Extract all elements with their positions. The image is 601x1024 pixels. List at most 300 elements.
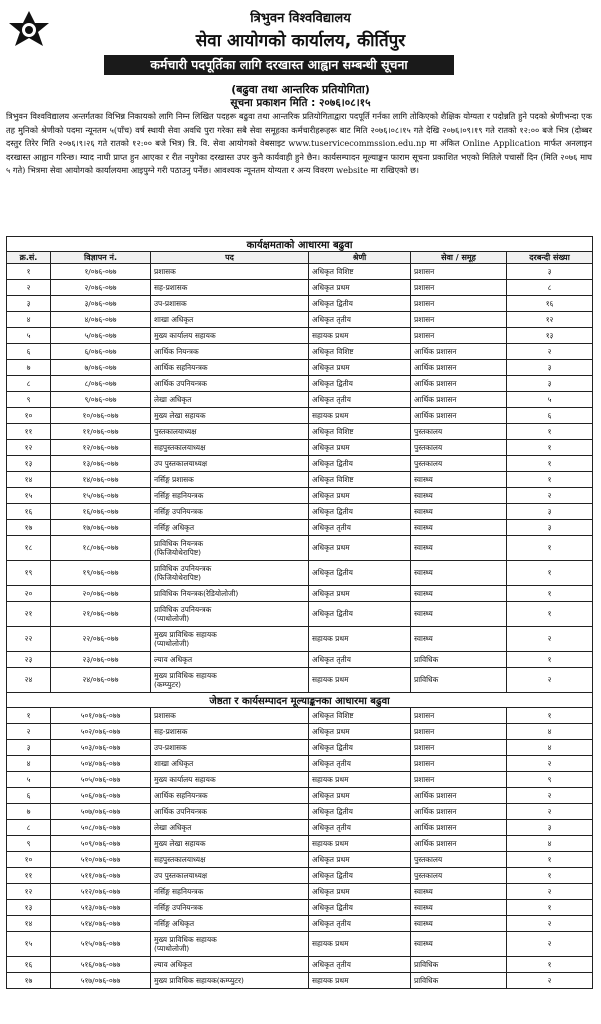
- ad-number-cell: २०/०७६-०७७: [51, 586, 151, 602]
- table-row: [7, 724, 593, 740]
- ad-number-cell: २१/०७६-०७७: [51, 602, 151, 627]
- vacancy-count-cell: १: [507, 957, 593, 973]
- vacancy-count-cell: ३: [507, 360, 593, 376]
- table-row: [7, 376, 593, 392]
- post-cell: मुख्य लेखा सहायक: [151, 836, 309, 852]
- ad-number-cell: ५१५/०७६-०७७: [51, 932, 151, 957]
- ad-number-cell: ५११/०७६-०७७: [51, 868, 151, 884]
- level-cell: अधिकृत विशिष्ट: [309, 708, 411, 724]
- post-cell: सह-प्रशासक: [151, 280, 309, 296]
- table-row: [7, 440, 593, 456]
- vacancy-count-cell: ४: [507, 724, 593, 740]
- level-cell: अधिकृत प्रथम: [309, 536, 411, 561]
- serial-cell: १५: [7, 488, 51, 504]
- table-row: [7, 602, 593, 627]
- service-group-cell: स्वास्थ्य: [411, 520, 507, 536]
- ad-number-cell: ५/०७६-०७७: [51, 328, 151, 344]
- table-row: [7, 772, 593, 788]
- service-group-cell: स्वास्थ्य: [411, 627, 507, 652]
- ad-number-cell: ९/०७६-०७७: [51, 392, 151, 408]
- table-row: [7, 456, 593, 472]
- level-cell: अधिकृत विशिष्ट: [309, 472, 411, 488]
- vacancy-count-cell: १२: [507, 312, 593, 328]
- serial-cell: ६: [7, 788, 51, 804]
- post-cell: सहपुस्तकालयाध्यक्ष: [151, 440, 309, 456]
- vacancy-count-cell: २: [507, 756, 593, 772]
- table-row: [7, 627, 593, 652]
- serial-cell: २०: [7, 586, 51, 602]
- service-group-cell: प्रशासन: [411, 264, 507, 280]
- post-cell: लेखा अधिकृत: [151, 820, 309, 836]
- post-cell: नर्सिङ्ग उपनियन्त्रक: [151, 900, 309, 916]
- post-cell: नर्सिङ्ग प्रशासक: [151, 472, 309, 488]
- vacancy-count-cell: ३: [507, 504, 593, 520]
- section-heading: [7, 237, 593, 252]
- serial-cell: ३: [7, 740, 51, 756]
- serial-cell: १३: [7, 456, 51, 472]
- serial-cell: १: [7, 264, 51, 280]
- ad-number-cell: १३/०७६-०७७: [51, 456, 151, 472]
- level-cell: सहायक प्रथम: [309, 932, 411, 957]
- post-cell: आर्थिक उपनियन्त्रक: [151, 804, 309, 820]
- table-row: [7, 973, 593, 989]
- post-cell: नर्सिङ्ग सहनियन्त्रक: [151, 884, 309, 900]
- table-row: [7, 740, 593, 756]
- table-row: [7, 586, 593, 602]
- vacancy-count-cell: १: [507, 561, 593, 586]
- serial-cell: १४: [7, 472, 51, 488]
- vacancy-count-cell: ३: [507, 520, 593, 536]
- column-header: दरबन्दी संख्या: [507, 252, 593, 264]
- table-row: [7, 957, 593, 973]
- vacancy-count-cell: १: [507, 868, 593, 884]
- level-cell: अधिकृत तृतीय: [309, 756, 411, 772]
- table-row: [7, 328, 593, 344]
- table-row: [7, 756, 593, 772]
- post-cell: मुख्य कार्यालय सहायक: [151, 772, 309, 788]
- serial-cell: २२: [7, 627, 51, 652]
- post-cell: सहपुस्तकालयाध्यक्ष: [151, 852, 309, 868]
- vacancy-table: [6, 236, 593, 989]
- post-cell: सह-प्रशासक: [151, 724, 309, 740]
- post-cell: लेखा अधिकृत: [151, 392, 309, 408]
- publish-date: सूचना प्रकाशन मिति : २०७६।०८।१५: [230, 97, 371, 109]
- column-header: पद: [151, 252, 309, 264]
- table-row: [7, 708, 593, 724]
- ad-number-cell: ५१७/०७६-०७७: [51, 973, 151, 989]
- service-group-cell: प्रशासन: [411, 772, 507, 788]
- level-cell: अधिकृत द्वितीय: [309, 804, 411, 820]
- vacancy-count-cell: ९: [507, 772, 593, 788]
- service-group-cell: स्वास्थ्य: [411, 916, 507, 932]
- ad-number-cell: १/०७६-०७७: [51, 264, 151, 280]
- service-group-cell: आर्थिक प्रशासन: [411, 392, 507, 408]
- vacancy-count-cell: २: [507, 916, 593, 932]
- vacancy-count-cell: २: [507, 804, 593, 820]
- column-header: श्रेणी: [309, 252, 411, 264]
- vacancy-count-cell: १: [507, 440, 593, 456]
- service-group-cell: प्राविधिक: [411, 652, 507, 668]
- ad-number-cell: ५०७/०७६-०७७: [51, 804, 151, 820]
- table-row: [7, 472, 593, 488]
- vacancy-count-cell: ६: [507, 408, 593, 424]
- table-row: [7, 488, 593, 504]
- table-row: [7, 520, 593, 536]
- table-row: [7, 820, 593, 836]
- level-cell: अधिकृत तृतीय: [309, 312, 411, 328]
- serial-cell: १७: [7, 520, 51, 536]
- table-row: [7, 408, 593, 424]
- table-row: [7, 804, 593, 820]
- level-cell: अधिकृत प्रथम: [309, 488, 411, 504]
- ad-number-cell: १९/०७६-०७७: [51, 561, 151, 586]
- serial-cell: १६: [7, 504, 51, 520]
- vacancy-count-cell: १: [507, 652, 593, 668]
- level-cell: अधिकृत प्रथम: [309, 852, 411, 868]
- service-group-cell: स्वास्थ्य: [411, 884, 507, 900]
- vacancy-count-cell: १: [507, 456, 593, 472]
- ad-number-cell: ७/०७६-०७७: [51, 360, 151, 376]
- level-cell: अधिकृत द्वितीय: [309, 376, 411, 392]
- serial-cell: ८: [7, 376, 51, 392]
- post-cell: ल्याव अधिकृत: [151, 652, 309, 668]
- ad-number-cell: ५०८/०७६-०७७: [51, 820, 151, 836]
- table-row: [7, 504, 593, 520]
- post-cell: प्राविधिक उपनियन्त्रक (प्याथोलोजी): [151, 602, 309, 627]
- post-cell: मुख्य लेखा सहायक: [151, 408, 309, 424]
- post-cell: ल्याव अधिकृत: [151, 957, 309, 973]
- serial-cell: १८: [7, 536, 51, 561]
- vacancy-count-cell: २: [507, 668, 593, 693]
- section-title: जेष्ठता र कार्यसम्पादन मूल्याङ्कनका आधारमा बढुवा: [7, 693, 593, 708]
- table-row: [7, 884, 593, 900]
- vacancy-count-cell: २: [507, 973, 593, 989]
- level-cell: अधिकृत तृतीय: [309, 820, 411, 836]
- serial-cell: १०: [7, 408, 51, 424]
- level-cell: अधिकृत तृतीय: [309, 652, 411, 668]
- table-row: [7, 264, 593, 280]
- level-cell: सहायक प्रथम: [309, 772, 411, 788]
- post-cell: प्राविधिक नियन्त्रक(रेडियोलोजी): [151, 586, 309, 602]
- serial-cell: ४: [7, 312, 51, 328]
- vacancy-count-cell: २: [507, 344, 593, 360]
- ad-number-cell: ३/०७६-०७७: [51, 296, 151, 312]
- post-cell: आर्थिक उपनियन्त्रक: [151, 376, 309, 392]
- level-cell: अधिकृत प्रथम: [309, 440, 411, 456]
- service-group-cell: पुस्तकालय: [411, 440, 507, 456]
- ad-number-cell: ५०४/०७६-०७७: [51, 756, 151, 772]
- vacancy-count-cell: ५: [507, 392, 593, 408]
- level-cell: अधिकृत विशिष्ट: [309, 264, 411, 280]
- serial-cell: २१: [7, 602, 51, 627]
- ad-number-cell: २/०७६-०७७: [51, 280, 151, 296]
- level-cell: अधिकृत द्वितीय: [309, 504, 411, 520]
- level-cell: अधिकृत द्वितीय: [309, 740, 411, 756]
- post-cell: मुख्य प्राविधिक सहायक (कम्प्युटर): [151, 668, 309, 693]
- service-group-cell: पुस्तकालय: [411, 852, 507, 868]
- level-cell: अधिकृत प्रथम: [309, 586, 411, 602]
- vacancy-count-cell: ३: [507, 820, 593, 836]
- table-row: [7, 360, 593, 376]
- service-group-cell: स्वास्थ्य: [411, 504, 507, 520]
- level-cell: अधिकृत विशिष्ट: [309, 424, 411, 440]
- university-name: त्रिभुवन विश्वविद्यालय: [250, 11, 351, 26]
- table-row: [7, 852, 593, 868]
- ad-number-cell: २२/०७६-०७७: [51, 627, 151, 652]
- post-cell: उप पुस्तकालयाध्यक्ष: [151, 868, 309, 884]
- service-group-cell: आर्थिक प्रशासन: [411, 360, 507, 376]
- table-row: [7, 668, 593, 693]
- ad-number-cell: १०/०७६-०७७: [51, 408, 151, 424]
- ad-number-cell: ६/०७६-०७७: [51, 344, 151, 360]
- table-row: [7, 424, 593, 440]
- level-cell: अधिकृत द्वितीय: [309, 900, 411, 916]
- serial-cell: ५: [7, 328, 51, 344]
- ad-number-cell: ८/०७६-०७७: [51, 376, 151, 392]
- ad-number-cell: १५/०७६-०७७: [51, 488, 151, 504]
- service-group-cell: प्रशासन: [411, 296, 507, 312]
- level-cell: अधिकृत तृतीय: [309, 916, 411, 932]
- level-cell: अधिकृत प्रथम: [309, 360, 411, 376]
- post-cell: नर्सिङ्ग अधिकृत: [151, 916, 309, 932]
- serial-cell: १६: [7, 957, 51, 973]
- level-cell: अधिकृत तृतीय: [309, 392, 411, 408]
- serial-cell: १२: [7, 440, 51, 456]
- post-cell: प्रशासक: [151, 708, 309, 724]
- vacancy-count-cell: १: [507, 900, 593, 916]
- ad-number-cell: २३/०७६-०७७: [51, 652, 151, 668]
- service-group-cell: प्रशासन: [411, 740, 507, 756]
- table-row: [7, 652, 593, 668]
- post-cell: आर्थिक सहनियन्त्रक: [151, 788, 309, 804]
- service-group-cell: स्वास्थ्य: [411, 586, 507, 602]
- section-title: कार्यक्षमताको आधारमा बढुवा: [7, 237, 593, 252]
- serial-cell: १: [7, 708, 51, 724]
- table-row: [7, 296, 593, 312]
- section-heading: [7, 693, 593, 708]
- serial-cell: ७: [7, 804, 51, 820]
- column-header: विज्ञापन नं.: [51, 252, 151, 264]
- service-group-cell: पुस्तकालय: [411, 424, 507, 440]
- table-row: [7, 392, 593, 408]
- level-cell: अधिकृत द्वितीय: [309, 561, 411, 586]
- serial-cell: ६: [7, 344, 51, 360]
- vacancy-count-cell: २: [507, 932, 593, 957]
- notice-subtitle: (बढुवा तथा आन्तरिक प्रतियोगिता): [231, 83, 370, 96]
- ad-number-cell: ५०१/०७६-०७७: [51, 708, 151, 724]
- serial-cell: १९: [7, 561, 51, 586]
- post-cell: पुस्तकालयाध्यक्ष: [151, 424, 309, 440]
- serial-cell: १०: [7, 852, 51, 868]
- serial-cell: ३: [7, 296, 51, 312]
- ad-number-cell: ५१२/०७६-०७७: [51, 884, 151, 900]
- post-cell: प्राविधिक नियन्त्रक (फिजियोथेरापिष्ट): [151, 536, 309, 561]
- level-cell: अधिकृत प्रथम: [309, 884, 411, 900]
- serial-cell: १२: [7, 884, 51, 900]
- serial-cell: २: [7, 724, 51, 740]
- serial-cell: १७: [7, 973, 51, 989]
- service-group-cell: प्राविधिक: [411, 668, 507, 693]
- service-group-cell: प्रशासन: [411, 708, 507, 724]
- ad-number-cell: १२/०७६-०७७: [51, 440, 151, 456]
- serial-cell: २३: [7, 652, 51, 668]
- vacancy-count-cell: ८: [507, 280, 593, 296]
- level-cell: अधिकृत द्वितीय: [309, 602, 411, 627]
- post-cell: आर्थिक सहनियन्त्रक: [151, 360, 309, 376]
- service-group-cell: स्वास्थ्य: [411, 536, 507, 561]
- column-header: सेवा / समूह: [411, 252, 507, 264]
- serial-cell: १५: [7, 932, 51, 957]
- serial-cell: ५: [7, 772, 51, 788]
- serial-cell: ८: [7, 820, 51, 836]
- level-cell: सहायक प्रथम: [309, 328, 411, 344]
- level-cell: अधिकृत तृतीय: [309, 957, 411, 973]
- service-group-cell: स्वास्थ्य: [411, 472, 507, 488]
- level-cell: अधिकृत द्वितीय: [309, 868, 411, 884]
- serial-cell: ९: [7, 392, 51, 408]
- level-cell: अधिकृत द्वितीय: [309, 456, 411, 472]
- vacancy-count-cell: २: [507, 788, 593, 804]
- vacancy-count-cell: १: [507, 708, 593, 724]
- ad-number-cell: ५०९/०७६-०७७: [51, 836, 151, 852]
- serial-cell: २४: [7, 668, 51, 693]
- vacancy-count-cell: ३: [507, 264, 593, 280]
- post-cell: मुख्य प्राविधिक सहायक (प्याथोलोजी): [151, 932, 309, 957]
- ad-number-cell: ५०३/०७६-०७७: [51, 740, 151, 756]
- table-row: [7, 280, 593, 296]
- serial-cell: २: [7, 280, 51, 296]
- ad-number-cell: ५१४/०७६-०७७: [51, 916, 151, 932]
- level-cell: सहायक प्रथम: [309, 668, 411, 693]
- post-cell: नर्सिङ्ग अधिकृत: [151, 520, 309, 536]
- table-row: [7, 932, 593, 957]
- post-cell: प्रशासक: [151, 264, 309, 280]
- level-cell: अधिकृत प्रथम: [309, 280, 411, 296]
- service-group-cell: प्रशासन: [411, 328, 507, 344]
- table-row: [7, 344, 593, 360]
- ad-number-cell: १६/०७६-०७७: [51, 504, 151, 520]
- serial-cell: १३: [7, 900, 51, 916]
- vacancy-count-cell: १: [507, 852, 593, 868]
- service-group-cell: आर्थिक प्रशासन: [411, 836, 507, 852]
- serial-cell: ११: [7, 868, 51, 884]
- table-row: [7, 561, 593, 586]
- service-group-cell: पुस्तकालय: [411, 868, 507, 884]
- level-cell: अधिकृत विशिष्ट: [309, 344, 411, 360]
- service-group-cell: स्वास्थ्य: [411, 602, 507, 627]
- vacancy-count-cell: २: [507, 627, 593, 652]
- serial-cell: ४: [7, 756, 51, 772]
- service-group-cell: स्वास्थ्य: [411, 900, 507, 916]
- ad-number-cell: ५१६/०७६-०७७: [51, 957, 151, 973]
- ad-number-cell: ११/०७६-०७७: [51, 424, 151, 440]
- service-group-cell: प्रशासन: [411, 312, 507, 328]
- notice-paragraph: त्रिभुवन विश्वविद्यालय अन्तर्गतका विभिन्न निकायको लागि निम्न लिखित पदहरू बढुवा तथा आन्तरिक प्रतियोगिताद्वारा पदपूर्ति गर्नका लागि तोकिएको शैक्षिक योग्यता र पदोन्नति हुने पदको श्रेणीभन्दा एक तह मुनिको श्रेणीको पदमा न्यूनतम ५(पाँच) वर्ष स्थायी सेवा अवधि पुरा गरेका सबै सेवा समूहका कर्मचारीहरूहरू बाट मिति २०७६।०८।१५ गते देखि २०७६।०९।१९ गते रातको १२:०० बजे भित्र (दोब्बर दस्तुर तिरेर मिति २०७६।९।२६ गते रातको १२:०० बजे भित्र) त्रि. वि. सेवा आयोगको वेबसाइट www.tuservicecommssion.edu.np मा अंकित Online Application मार्फत अनलाइन दरखास्त आह्वान गरिन्छ। म्याद नाघी प्राप्त हुन आएका र रीत नपुगेका दरखास्त उपर कुनै कार्यवाही हुने छैन। कार्यसम्पादन मूल्याङ्कन फाराम सूचना प्रकाशित भएको मितिले पचासौं दिन (मिति २०७६ माघ ५ गते) भित्रमा सेवा आयोगको कार्यालयमा आइपुग्ने गरी पठाउनु पर्नेछ। आवश्यक न्यूनतम योग्यता र अन्य विवरण website मा राखिएको छ।: [6, 111, 592, 176]
- table-row: [7, 536, 593, 561]
- ad-number-cell: ५१३/०७६-०७७: [51, 900, 151, 916]
- notice-banner: कर्मचारी पदपूर्तिका लागि दरखास्त आह्वान सम्बन्धी सूचना: [104, 55, 454, 75]
- vacancy-count-cell: २: [507, 488, 593, 504]
- column-header: क्र.सं.: [7, 252, 51, 264]
- service-group-cell: आर्थिक प्रशासन: [411, 820, 507, 836]
- service-group-cell: आर्थिक प्रशासन: [411, 376, 507, 392]
- level-cell: सहायक प्रथम: [309, 627, 411, 652]
- post-cell: नर्सिङ्ग सहनियन्त्रक: [151, 488, 309, 504]
- post-cell: शाखा अधिकृत: [151, 756, 309, 772]
- level-cell: अधिकृत प्रथम: [309, 788, 411, 804]
- vacancy-count-cell: ४: [507, 836, 593, 852]
- service-group-cell: प्रशासन: [411, 724, 507, 740]
- service-group-cell: आर्थिक प्रशासन: [411, 408, 507, 424]
- ad-number-cell: ५०२/०७६-०७७: [51, 724, 151, 740]
- table-row: [7, 916, 593, 932]
- ad-number-cell: २४/०७६-०७७: [51, 668, 151, 693]
- serial-cell: ७: [7, 360, 51, 376]
- vacancy-count-cell: ३: [507, 376, 593, 392]
- level-cell: अधिकृत प्रथम: [309, 724, 411, 740]
- post-cell: उप-प्रशासक: [151, 296, 309, 312]
- post-cell: नर्सिङ्ग उपनियन्त्रक: [151, 504, 309, 520]
- serial-cell: ९: [7, 836, 51, 852]
- service-group-cell: स्वास्थ्य: [411, 932, 507, 957]
- service-group-cell: आर्थिक प्रशासन: [411, 344, 507, 360]
- post-cell: उप-प्रशासक: [151, 740, 309, 756]
- vacancy-count-cell: १: [507, 602, 593, 627]
- post-cell: आर्थिक नियन्त्रक: [151, 344, 309, 360]
- table-header-row: [7, 252, 593, 264]
- vacancy-count-cell: ४: [507, 740, 593, 756]
- service-group-cell: प्रशासन: [411, 280, 507, 296]
- vacancy-count-cell: १६: [507, 296, 593, 312]
- post-cell: मुख्य कार्यालय सहायक: [151, 328, 309, 344]
- table-row: [7, 868, 593, 884]
- level-cell: अधिकृत द्वितीय: [309, 296, 411, 312]
- office-name: सेवा आयोगको कार्यालय, कीर्तिपुर: [195, 31, 406, 51]
- ad-number-cell: ५१०/०७६-०७७: [51, 852, 151, 868]
- service-group-cell: प्राविधिक: [411, 957, 507, 973]
- ad-number-cell: ५०६/०७६-०७७: [51, 788, 151, 804]
- level-cell: अधिकृत तृतीय: [309, 520, 411, 536]
- vacancy-count-cell: १: [507, 586, 593, 602]
- post-cell: मुख्य प्राविधिक सहायक (प्याथोलोजी): [151, 627, 309, 652]
- ad-number-cell: १४/०७६-०७७: [51, 472, 151, 488]
- table-row: [7, 312, 593, 328]
- post-cell: प्राविधिक उपनियन्त्रक (फिजियोथेरापिष्ट): [151, 561, 309, 586]
- serial-cell: ११: [7, 424, 51, 440]
- table-row: [7, 836, 593, 852]
- service-group-cell: स्वास्थ्य: [411, 488, 507, 504]
- ad-number-cell: १८/०७६-०७७: [51, 536, 151, 561]
- service-group-cell: आर्थिक प्रशासन: [411, 804, 507, 820]
- ad-number-cell: ५०५/०७६-०७७: [51, 772, 151, 788]
- vacancy-count-cell: १: [507, 424, 593, 440]
- ad-number-cell: १७/०७६-०७७: [51, 520, 151, 536]
- vacancy-count-cell: १: [507, 472, 593, 488]
- table-row: [7, 788, 593, 804]
- serial-cell: १४: [7, 916, 51, 932]
- level-cell: सहायक प्रथम: [309, 408, 411, 424]
- service-group-cell: पुस्तकालय: [411, 456, 507, 472]
- service-group-cell: प्रशासन: [411, 756, 507, 772]
- ad-number-cell: ४/०७६-०७७: [51, 312, 151, 328]
- service-group-cell: आर्थिक प्रशासन: [411, 788, 507, 804]
- vacancy-count-cell: १: [507, 536, 593, 561]
- post-cell: शाखा अधिकृत: [151, 312, 309, 328]
- vacancy-count-cell: २: [507, 884, 593, 900]
- post-cell: उप पुस्तकालयाध्यक्ष: [151, 456, 309, 472]
- level-cell: सहायक प्रथम: [309, 836, 411, 852]
- vacancy-count-cell: १३: [507, 328, 593, 344]
